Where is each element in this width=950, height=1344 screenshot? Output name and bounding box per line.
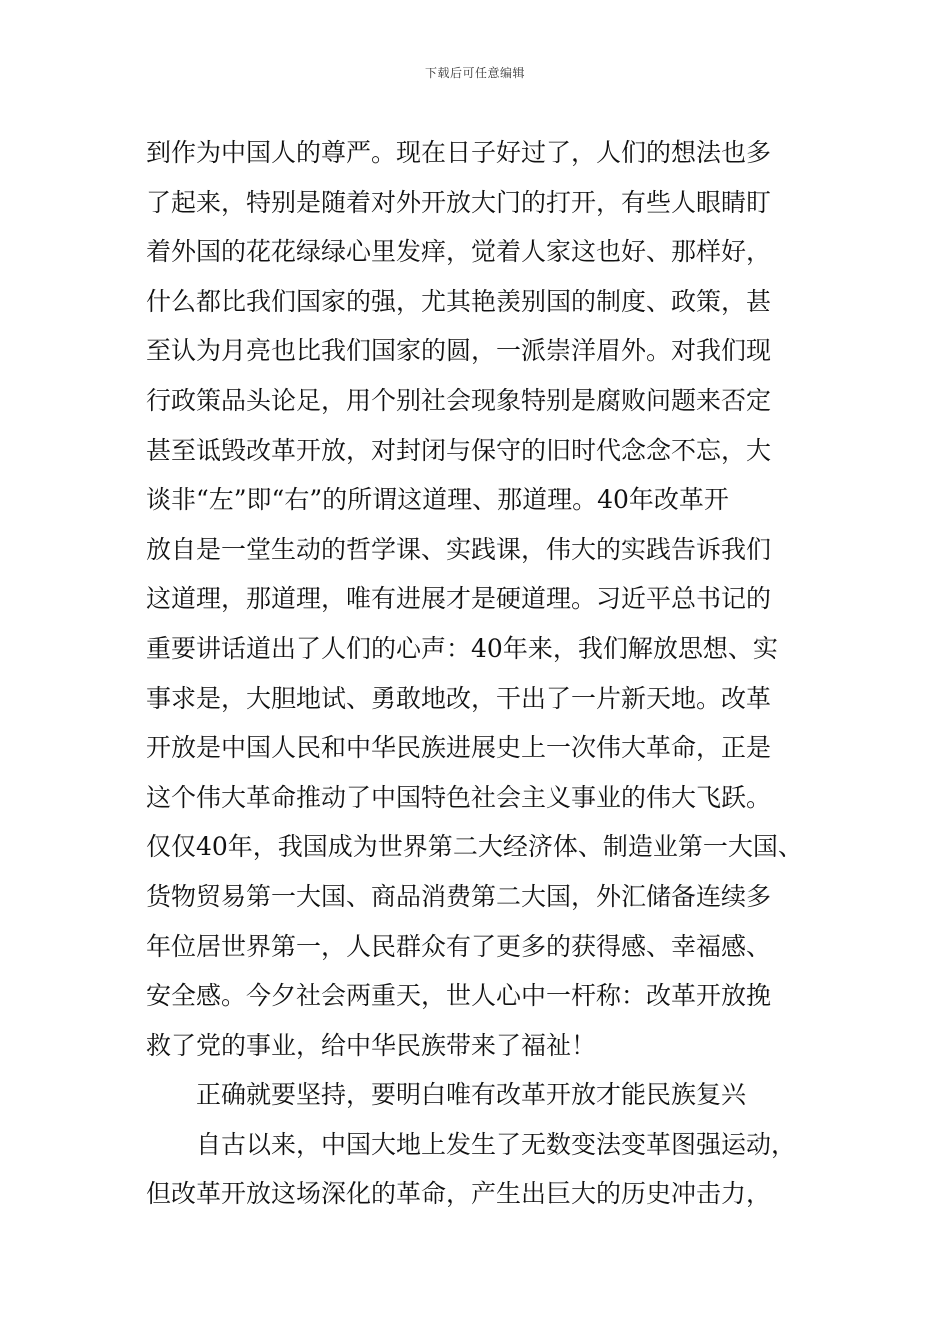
text-line: 了起来，特别是随着对外开放大门的打开，有些人眼睛盯	[146, 187, 772, 217]
text-line: 放自是一堂生动的哲学课、实践课，伟大的实践告诉我们	[146, 534, 772, 564]
text-line: 甚至诋毁改革开放，对封闭与保守的旧时代念念不忘，大	[146, 435, 772, 465]
text-line: 但改革开放这场深化的革命，产生出巨大的历史冲击力，	[146, 1179, 772, 1209]
text-line: 开放是中国人民和中华民族进展史上一次伟大革命，正是	[146, 733, 772, 763]
text-line: 谈非“左”即“右”的所谓这道理、那道理。40年改革开	[146, 485, 729, 515]
text-line: 安全感。今夕社会两重天，世人心中一杆称：改革开放挽	[146, 981, 772, 1011]
page-header: 下载后可任意编辑	[424, 66, 525, 80]
text-line: 至认为月亮也比我们国家的圆，一派崇洋眉外。对我们现	[146, 336, 772, 366]
text-line: 年位居世界第一，人民群众有了更多的获得感、幸福感、	[146, 931, 772, 961]
text-line: 着外国的花花绿绿心里发痒，觉着人家这也好、那样好，	[146, 237, 772, 267]
text-line: 这个伟大革命推动了中国特色社会主义事业的伟大飞跃。	[146, 782, 772, 812]
text-line: 到作为中国人的尊严。现在日子好过了，人们的想法也多	[146, 138, 772, 167]
text-line: 货物贸易第一大国、商品消费第二大国，外汇储备连续多	[146, 881, 772, 911]
text-line: 仅仅40年，我国成为世界第二大经济体、制造业第一大国、	[146, 832, 803, 862]
paragraph-start-line: 自古以来，中国大地上发生了无数变法变革图强运动，	[196, 1129, 797, 1159]
document-body	[146, 128, 836, 1219]
text-line: 救了党的事业，给中华民族带来了福祉！	[146, 1030, 597, 1060]
text-line: 行政策品头论足，用个别社会现象特别是腐败问题来否定	[146, 385, 772, 415]
section-heading: 正确就要坚持，要明白唯有改革开放才能民族复兴	[196, 1080, 747, 1110]
text-line: 事求是，大胆地试、勇敢地改，干出了一片新天地。改革	[146, 683, 772, 713]
text-line: 重要讲话道出了人们的心声：40年来，我们解放思想、实	[146, 633, 778, 663]
text-line: 什么都比我们国家的强，尤其艳羡别国的制度、政策，甚	[146, 286, 772, 316]
text-line: 这道理，那道理，唯有进展才是硬道理。习近平总书记的	[146, 584, 772, 614]
